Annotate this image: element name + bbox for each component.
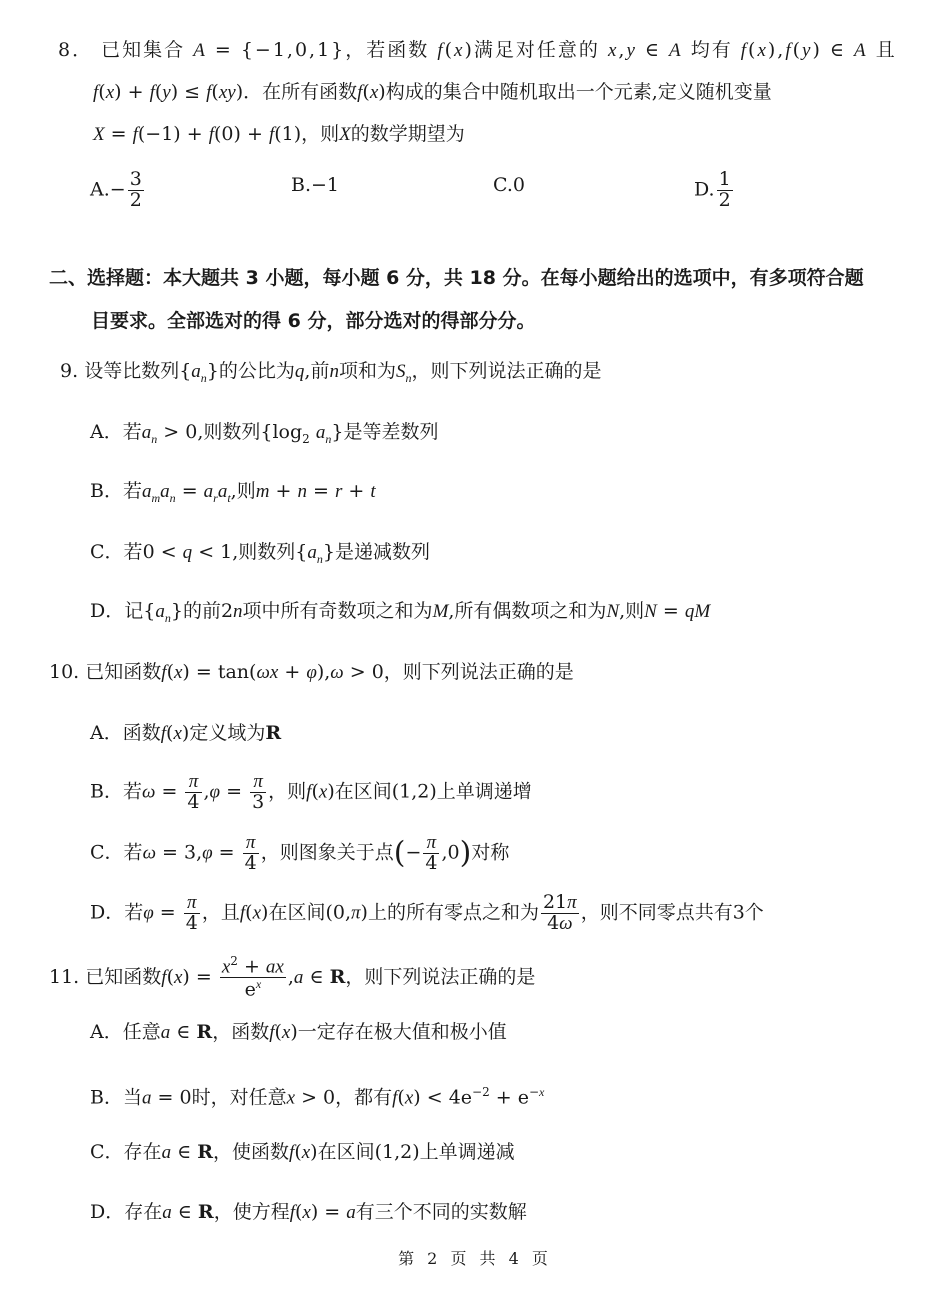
q10-option-a[interactable]: A．函数f(x)定义域为R	[90, 722, 282, 744]
q10-stem: 10. 已知函数f(x) = tan(ωx + φ),ω > 0，则下列说法正确的是	[49, 661, 574, 683]
q9-option-c[interactable]: C．若0 < q < 1,则数列$\{a_n\}$是递减数列	[90, 541, 430, 566]
q8-line1: 8． 已知集合 A = {−1,0,1}，若函数 f(x)满足对任意的 x,y ∈ A 均有 f(x),f(y) ∈ A 且	[58, 39, 897, 61]
q10-option-b[interactable]: B．若ω = $\frac{\pi}{4}$ ,φ = $\frac{\pi}{3}$ ，则f(x)在区间(1,2)上单调递增	[90, 771, 532, 813]
q10-number: 10.	[49, 661, 80, 683]
q11-stem: 11. 已知函数f(x) = $\frac{x^2 + ax}{e^x}$ ,a ∈ R，则下列说法正确的是	[49, 954, 536, 1001]
q8-line3: X = f(−1) + f(0) + f(1)，则X的数学期望为	[93, 123, 465, 145]
q8-set-a: A	[193, 40, 207, 61]
q8-option-a[interactable]: A.− $\frac{3}{2}$	[90, 168, 142, 211]
q9-option-b[interactable]: B．若$a_ma_n = a_ra_t$,则m + n = r + t	[90, 480, 376, 505]
q11-option-d[interactable]: D．存在a ∈ R，使方程f(x) = a有三个不同的实数解	[90, 1201, 527, 1223]
q9-option-d[interactable]: D．记$\{a_n\}$的前2n项中所有奇数项之和为M,所有偶数项之和为N,则N = qM	[90, 600, 711, 625]
q10-option-c[interactable]: C．若ω = 3,φ = $\frac{\pi}{4}$ ，则图象关于点(− $\frac{\pi}{4}$ ,0)对称	[90, 832, 510, 874]
q8-line2: f(x) + f(y) ≤ f(xy)．在所有函数f(x)构成的集合中随机取出一个元素,定义随机变量	[93, 81, 772, 103]
q8-option-b[interactable]: B.−1	[291, 174, 340, 196]
q11-option-b[interactable]: B．当a = 0时，对任意x > 0，都有$f(x) < 4e^{-2} + e^{-x}$	[90, 1085, 545, 1109]
q9-option-a[interactable]: A．若$a_n > 0$,则数列{$\log_2$ $a_n$}是等差数列	[90, 421, 439, 446]
q10-option-d[interactable]: D．若φ = $\frac{\pi}{4}$ ，且f(x)在区间(0,π)上的所有零点之和为 $\frac{21\pi}{4\omega}$ ，则不同零点共有3个	[90, 891, 764, 934]
q9-number: 9.	[60, 360, 79, 382]
q8-option-d[interactable]: D. $\frac{1}{2}$	[694, 168, 731, 211]
q8-number: 8．	[58, 39, 94, 61]
section2-heading-line2: 目要求。全部选对的得 6 分，部分选对的得部分分。	[91, 310, 536, 332]
q11-option-a[interactable]: A．任意a ∈ R，函数f(x)一定存在极大值和极小值	[90, 1021, 507, 1043]
page-footer: 第 2 页 共 4 页	[398, 1249, 552, 1268]
q9-stem: 9. 设等比数列$\{a_n\}$的公比为q,前n项和为$S_n$，则下列说法正确的是	[60, 360, 602, 385]
section2-heading-line1: 二、选择题：本大题共 3 小题，每小题 6 分，共 18 分。在每小题给出的选项中，有多项符合题	[49, 267, 864, 289]
q11-option-c[interactable]: C．存在a ∈ R，使函数f(x)在区间(1,2)上单调递减	[90, 1141, 515, 1163]
q11-number: 11.	[49, 965, 80, 988]
q8-option-c[interactable]: C.0	[493, 174, 525, 196]
